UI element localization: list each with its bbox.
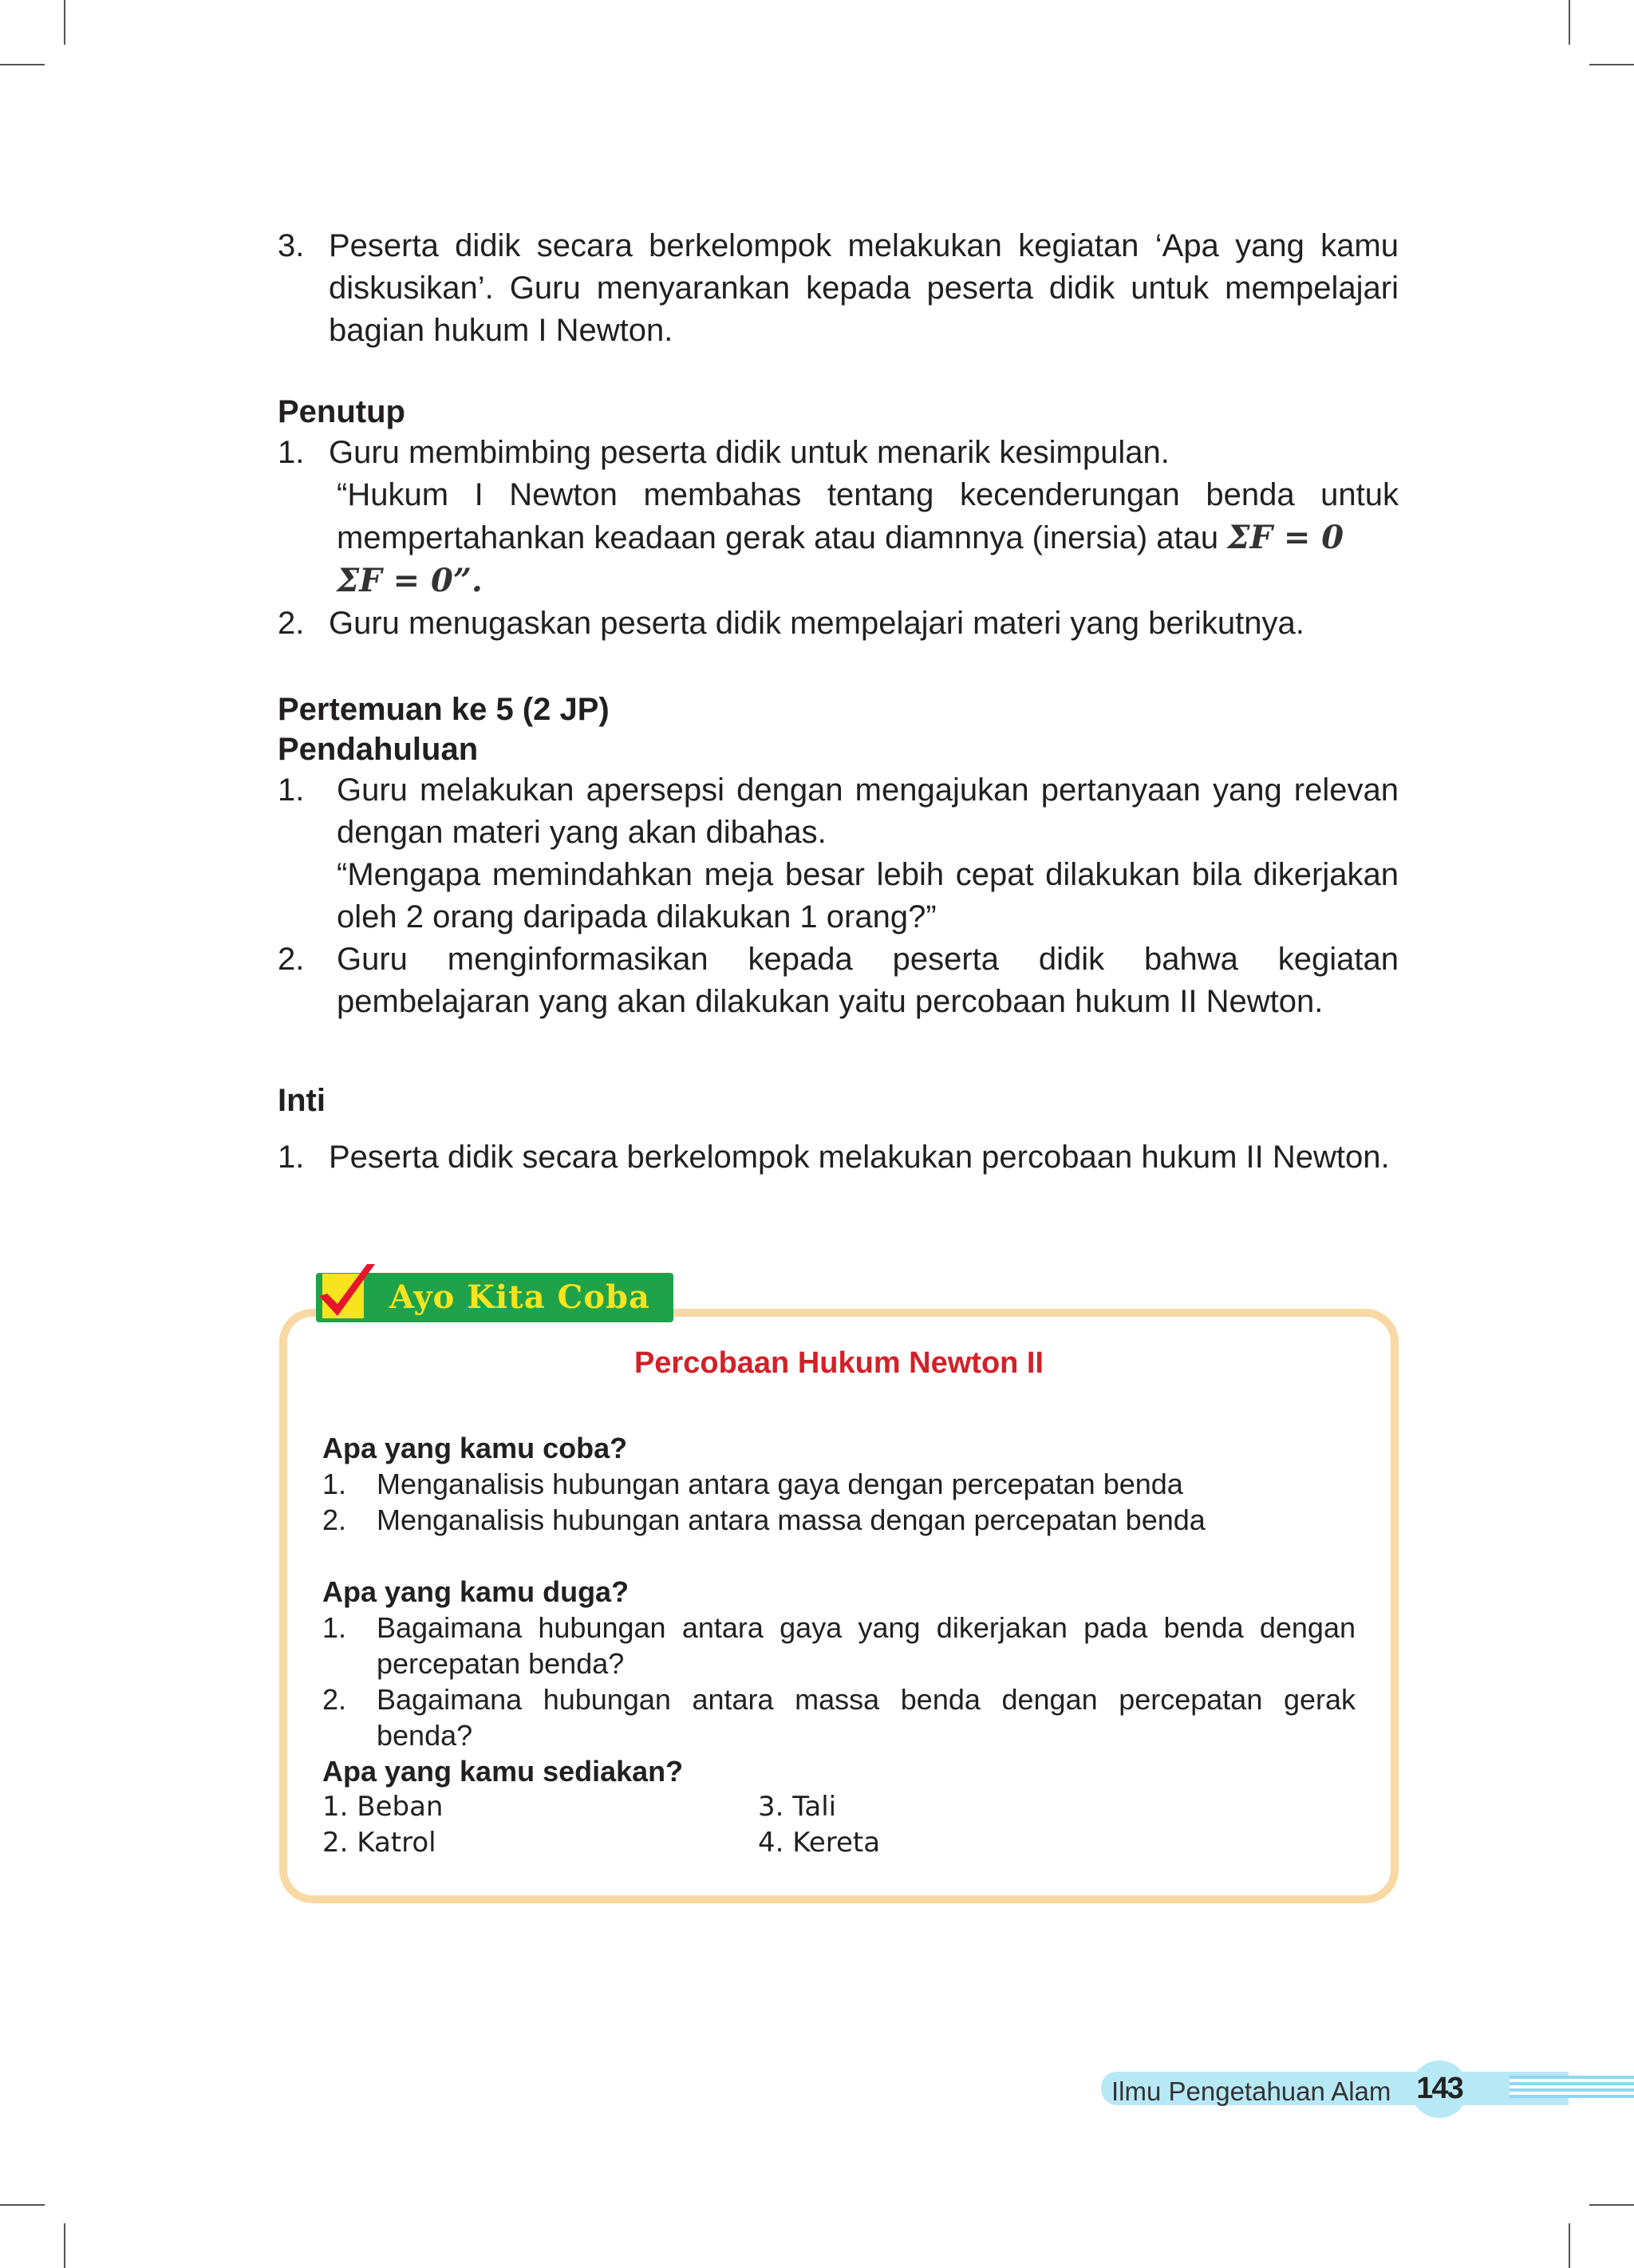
penutup-item xyxy=(278,603,1399,645)
inti-section xyxy=(278,1081,1399,1179)
crop-mark-bottom-left-horizontal xyxy=(0,2204,45,2206)
inti-heading: Inti xyxy=(278,1083,326,1118)
penutup-quote xyxy=(337,474,1399,603)
crop-mark-bottom-right-horizontal xyxy=(1589,2204,1634,2206)
penutup-item-text: Guru membimbing peserta didik untuk menarik kesimpulan. xyxy=(329,435,1170,470)
penutup-section xyxy=(278,392,1399,645)
crop-mark-top-left-vertical xyxy=(64,0,65,45)
coba-item xyxy=(322,1502,1356,1538)
pendahuluan-question-lead: Guru melakukan apersepsi dengan mengajukan pertanyaan yang relevan dengan materi yang akan dibahas. xyxy=(337,772,1399,850)
pendahuluan-item-text xyxy=(337,769,1399,938)
check-icon xyxy=(316,1258,380,1326)
sum-force-equation-inline: ΣF = 0 xyxy=(1227,519,1344,556)
page-number: 143 xyxy=(1416,2072,1462,2105)
crop-mark-bottom-left-vertical xyxy=(64,2223,65,2268)
inti-item-text: Peserta didik secara berkelompok melakukan percobaan hukum II Newton. xyxy=(329,1140,1390,1175)
tool-item: 3. Tali xyxy=(758,1791,837,1823)
duga-item-text: Bagaimana hubungan antara massa benda dengan percepatan gerak benda? xyxy=(377,1683,1356,1752)
activity-box xyxy=(279,1309,1399,1903)
duga-heading: Apa yang kamu duga? xyxy=(322,1575,630,1608)
tool-item: 2. Katrol xyxy=(322,1827,436,1859)
intro-item-number: 3. xyxy=(278,228,305,263)
intro-item-text: Peserta didik secara berkelompok melakukan kegiatan ‘Apa yang kamu diskusikan’. Guru menyarankan kepada peserta didik untuk mempelajari bagian hukum I Newton. xyxy=(329,228,1399,348)
tool-list xyxy=(322,1789,1356,1861)
crop-mark-bottom-right-vertical xyxy=(1569,2223,1570,2268)
pendahuluan-item-text: Guru menginformasikan kepada peserta didik bahwa kegiatan pembelajaran yang akan dilakukan yaitu percobaan hukum II Newton. xyxy=(337,942,1399,1019)
duga-item-text: Bagaimana hubungan antara gaya yang dikerjakan pada benda dengan percepatan benda? xyxy=(377,1611,1356,1680)
pendahuluan-item-number: 2. xyxy=(278,942,305,977)
footer-subject: Ilmu Pengetahuan Alam xyxy=(1111,2076,1391,2106)
duga-item xyxy=(322,1610,1356,1681)
penutup-item-number: 2. xyxy=(278,606,305,641)
penutup-item xyxy=(278,432,1399,474)
pendahuluan-item xyxy=(278,769,1399,938)
inti-item xyxy=(278,1136,1399,1179)
penutup-heading: Penutup xyxy=(278,394,405,429)
activity-label: Ayo Kita Coba xyxy=(316,1273,673,1322)
activity-title: Percobaan Hukum Newton II xyxy=(633,1346,1044,1380)
coba-item-number: 2. xyxy=(322,1503,347,1536)
tool-item: 4. Kereta xyxy=(758,1827,881,1859)
pertemuan-heading: Pertemuan ke 5 (2 JP) xyxy=(278,692,610,727)
coba-item-text: Menganalisis hubungan antara massa dengan percepatan benda xyxy=(377,1503,1206,1536)
duga-item xyxy=(322,1681,1356,1753)
pendahuluan-heading: Pendahuluan xyxy=(278,732,479,767)
activity-body xyxy=(322,1430,1356,1861)
duga-item-number: 1. xyxy=(322,1611,347,1644)
penutup-quote-text: “Hukum I Newton membahas tentang kecenderungan benda untuk mempertahankan keadaan gerak atau diamnnya (inersia) atau xyxy=(337,477,1399,555)
coba-heading: Apa yang kamu coba? xyxy=(322,1432,628,1464)
pendahuluan-item xyxy=(278,938,1399,1023)
sum-force-equation-line: ΣF = 0”. xyxy=(337,562,483,599)
coba-item-text: Menganalisis hubungan antara gaya dengan percepatan benda xyxy=(377,1468,1183,1500)
penutup-item-text: Guru menugaskan peserta didik mempelajari materi yang berikutnya. xyxy=(329,606,1304,641)
crop-mark-top-right-horizontal xyxy=(1589,64,1634,65)
duga-item-number: 2. xyxy=(322,1683,347,1716)
crop-mark-top-right-vertical xyxy=(1569,0,1570,45)
tool-item: 1. Beban xyxy=(322,1791,444,1823)
crop-mark-top-left-horizontal xyxy=(0,64,45,65)
page-content xyxy=(278,225,1399,1179)
inti-item-number: 1. xyxy=(278,1140,305,1175)
sediakan-heading: Apa yang kamu sediakan? xyxy=(322,1755,684,1788)
pertemuan-section xyxy=(278,689,1399,1023)
coba-item-number: 1. xyxy=(322,1468,347,1500)
coba-item xyxy=(322,1466,1356,1502)
pendahuluan-question: “Mengapa memindahkan meja besar lebih cepat dilakukan bila dikerjakan oleh 2 orang daripada dilakukan 1 orang?” xyxy=(337,857,1399,934)
pendahuluan-item-number: 1. xyxy=(278,772,305,808)
penutup-item-number: 1. xyxy=(278,435,305,470)
penutup-quote-block xyxy=(278,474,1399,603)
intro-list-item xyxy=(278,225,1399,352)
